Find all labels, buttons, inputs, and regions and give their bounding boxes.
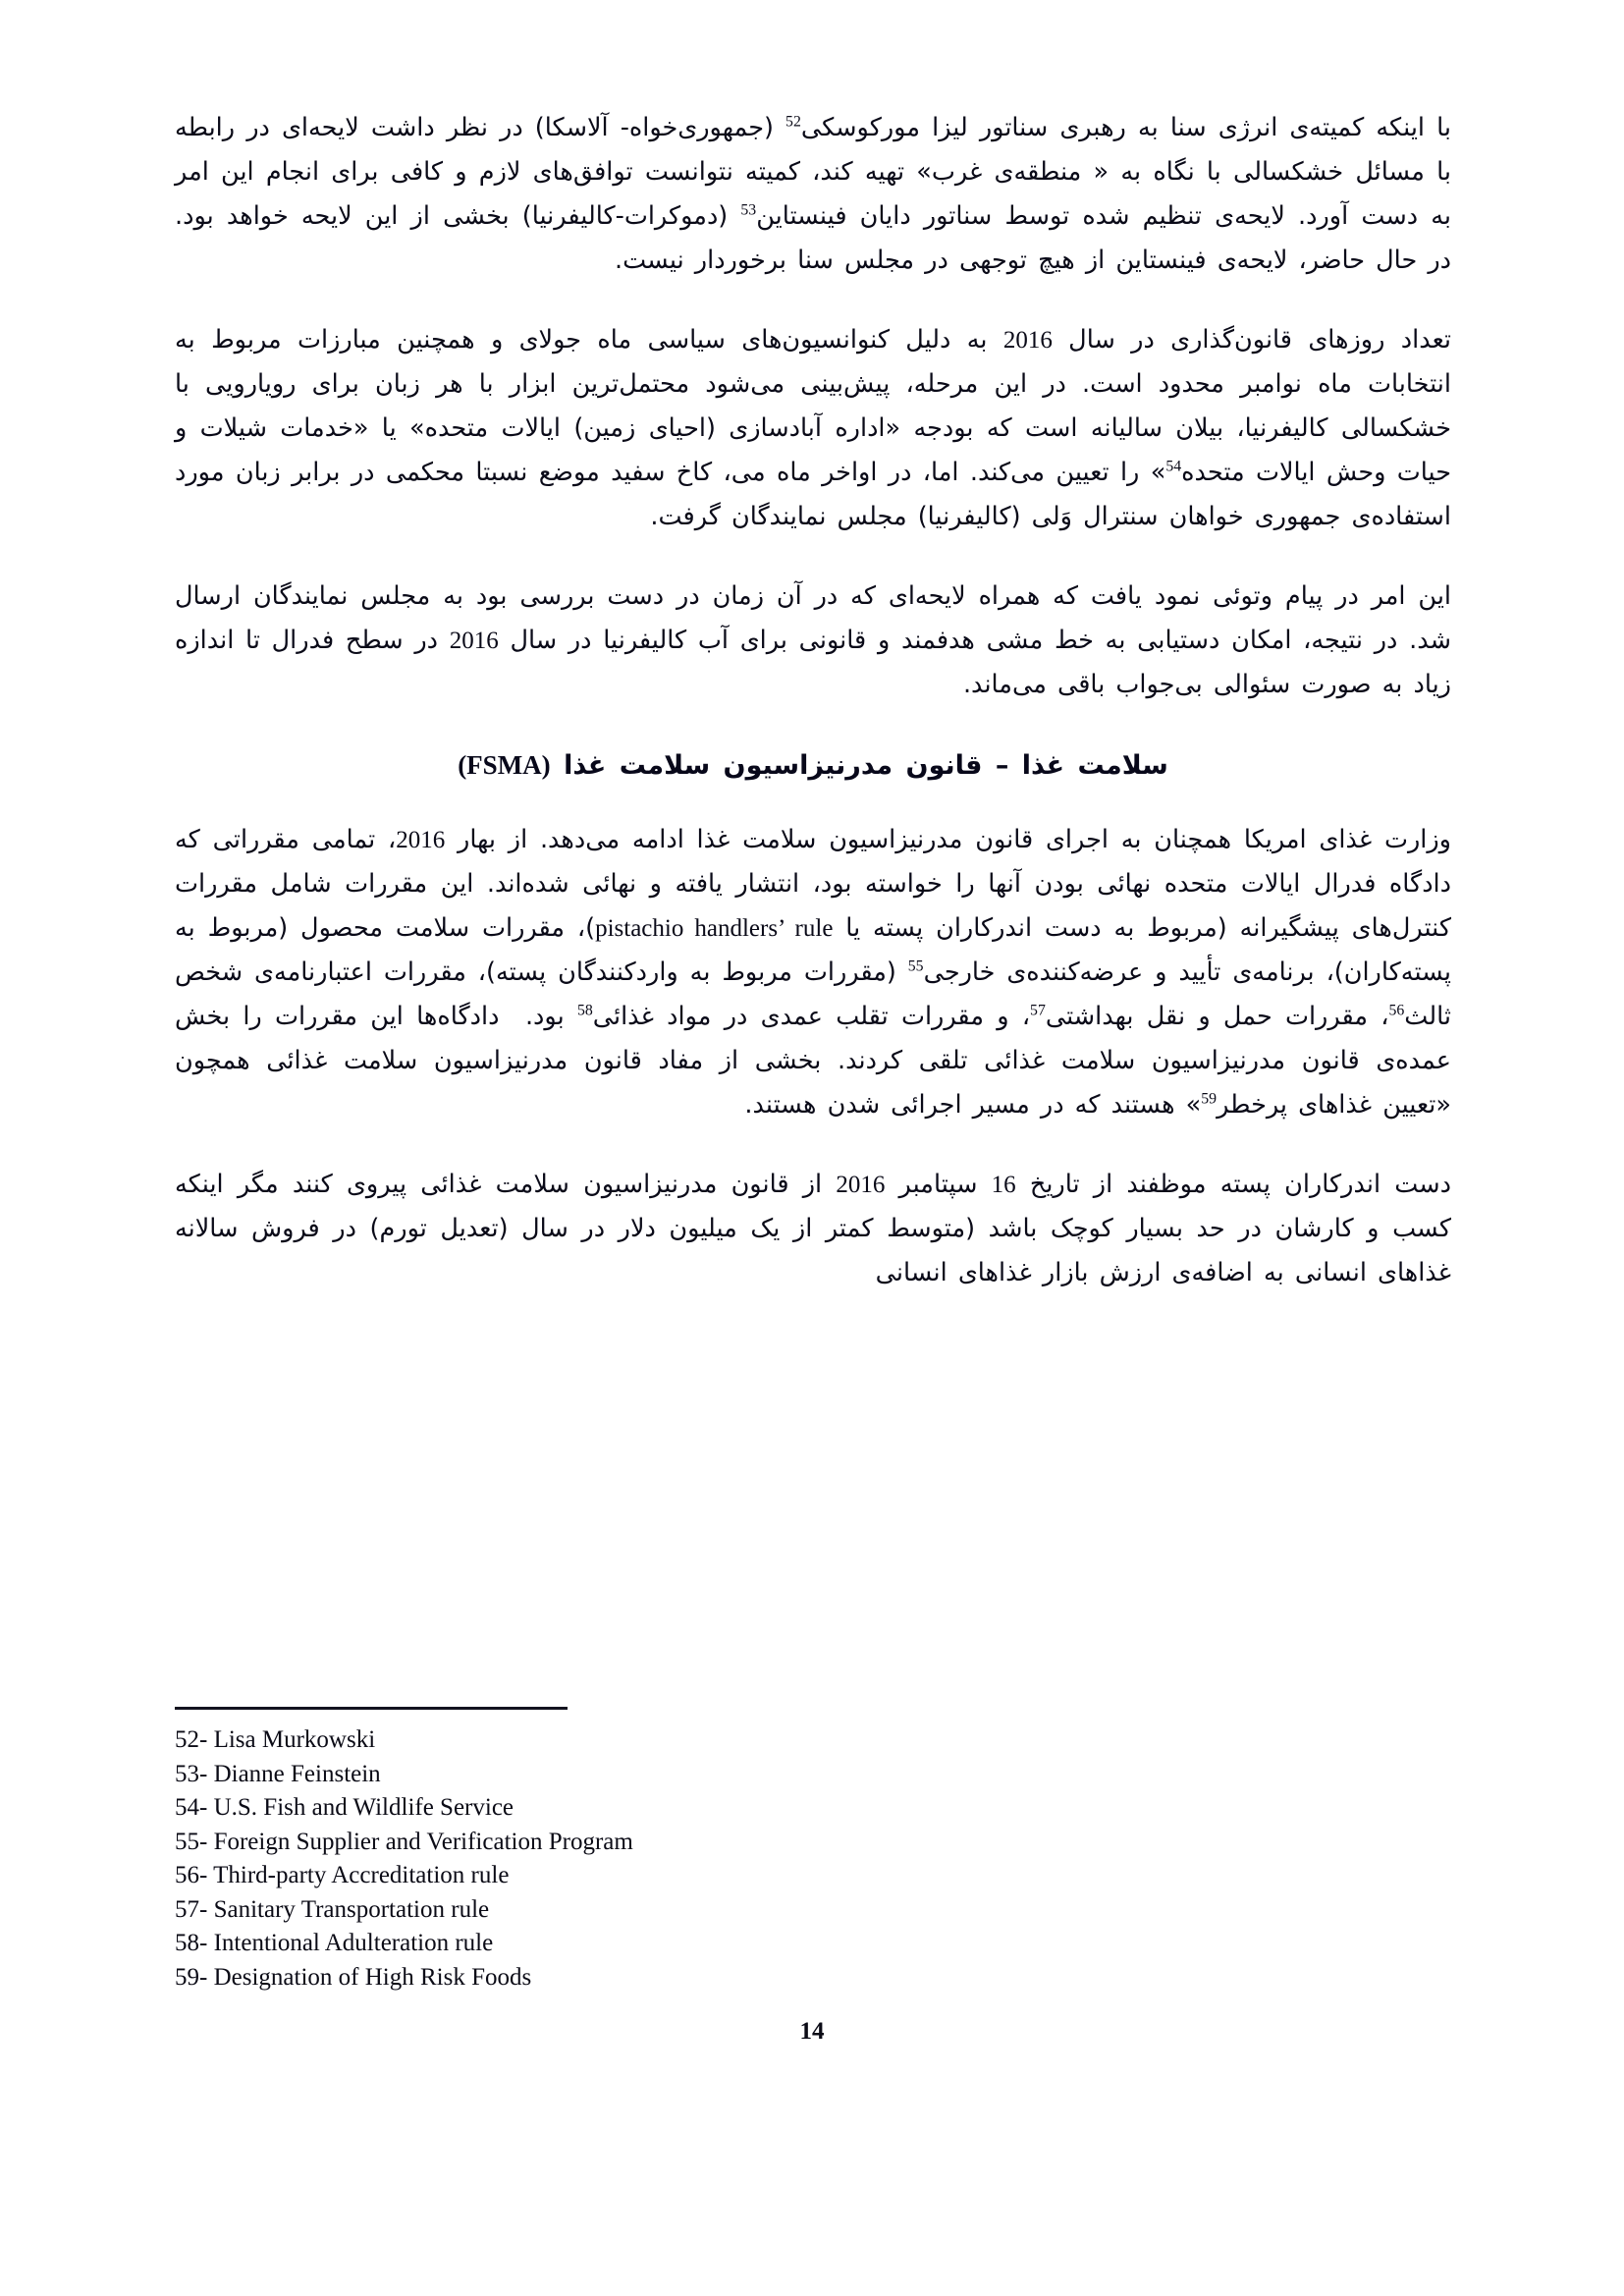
pistachio-handlers-rule-term: pistachio handlers’ rule — [595, 915, 834, 942]
paragraph-4-part-e: ، و مقررات تقلب عمدی در مواد غذائی — [592, 1002, 1031, 1031]
paragraph-2-part-b: » را تعیین می‌کند. اما، در اواخر ماه می، کاخ سفید موضع نسبتا محکمی در برابر زبان مورد استفاده‌ی جمهوری خواهان سنترال وَلی (کالیفرنیا) مجلس نمایندگان گرفت. — [175, 458, 1451, 531]
paragraph-2 — [175, 318, 1451, 539]
section-heading-abbr: (FSMA) — [458, 750, 551, 780]
footnote-ref-52: 52 — [785, 113, 801, 131]
footnotes-section — [175, 1707, 1451, 1995]
paragraph-5 — [175, 1163, 1451, 1295]
footnote-text: Sanitary Transportation rule — [213, 1895, 490, 1923]
footnote-ref-56: 56 — [1388, 1002, 1405, 1019]
paragraph-5-text: دست اندرکاران پسته موظفند از تاریخ 16 سپتامبر 2016 از قانون مدرنیزاسیون سلامت غذائی پیروی کنند مگر اینکه کسب و کارشان در حد بسیار کوچک باشد (متوسط کمتر از یک میلیون دلار در سال (تعدیل تورم) در فروش سالانه غذاهای انسانی به اضافه‌ی ارزش بازار غذاهای انسانی — [175, 1170, 1451, 1287]
paragraph-4-part-a: وزارت غذای امریکا همچنان به اجرای قانون مدرنیزاسیون سلامت غذا ادامه می‌دهد. از بهار 2016، تمامی مقرراتی که دادگاه فدرال ایالات متحده نهائی بودن آنها را خواسته بود، انتشار یافته و نهائی شده‌اند. این مقررات شامل مقررات کنترل‌های پیشگیرانه (مربوط به دست اندرکاران پسته یا — [175, 825, 1451, 943]
paragraph-4-part-d: ، مقررات حمل و نقل بهداشتی — [1045, 1002, 1389, 1031]
paragraph-1-part-b: (جمهوری‌خواه- آلاسکا) در نظر داشت لایحه‌ای در رابطه با مسائل خشکسالی با نگاه به « منطقه‌ی غرب» تهیه کند، کمیته نتوانست توافق‌های لازم و کافی برای انجام این امر به دست آورد. لایحه‌ی تنظیم شده توسط سناتور دایان فینستاین — [175, 113, 1452, 231]
footnote-item — [175, 1723, 1451, 1758]
paragraph-4-part-c: (مقررات مربوط به واردکنندگان پسته)، مقررات اعتبارنامه‌ی شخص ثالث — [175, 957, 1451, 1031]
footnote-number: 59- — [175, 1963, 208, 1991]
footnote-text: Dianne Feinstein — [213, 1760, 381, 1787]
footnote-text: Designation of High Risk Foods — [213, 1963, 532, 1991]
footnote-item — [175, 1791, 1451, 1826]
paragraph-1 — [175, 106, 1451, 283]
footnote-item — [175, 1826, 1451, 1860]
footnote-item — [175, 1893, 1451, 1928]
footnote-list — [175, 1723, 1451, 1995]
section-heading-persian: سلامت غذا – قانون مدرنیزاسیون سلامت غذا — [564, 750, 1168, 781]
section-heading — [175, 742, 1451, 789]
footnote-item — [175, 1927, 1451, 1961]
paragraph-1-part-a: با اینکه کمیته‌ی انرژی سنا به رهبری سناتور لیزا مورکوسکی — [800, 113, 1451, 142]
footnote-number: 53- — [175, 1760, 208, 1787]
paragraph-4 — [175, 818, 1451, 1127]
footnote-text: Lisa Murkowski — [213, 1726, 376, 1753]
paragraph-4-part-b: )، مقررات سلامت محصول (مربوط به پسته‌کاران)، برنامه‌ی تأیید و عرضه‌کننده‌ی خارجی — [175, 913, 1451, 987]
footnote-number: 56- — [175, 1862, 208, 1888]
footnote-ref-54: 54 — [1165, 458, 1182, 475]
paragraph-3 — [175, 574, 1451, 707]
footnote-text: U.S. Fish and Wildlife Service — [213, 1794, 514, 1821]
footnote-number: 55- — [175, 1828, 208, 1855]
footnote-text: Third-party Accreditation rule — [213, 1862, 510, 1888]
paragraph-4-part-g: » هستند که در مسیر اجرائی شدن هستند. — [744, 1090, 1202, 1120]
footnote-text: Intentional Adulteration rule — [213, 1930, 494, 1956]
footnote-number: 54- — [175, 1794, 208, 1821]
footnote-number: 58- — [175, 1930, 208, 1956]
footnote-ref-55: 55 — [907, 957, 924, 975]
paragraph-3-text: این امر در پیام وتوئی نمود یافت که همراه لایحه‌ای که در آن زمان در دست بررسی بود به مجلس نمایندگان ارسال شد. در نتیجه، امکان دستیابی به خط مشی هدفمند و قانونی برای آب کالیفرنیا در سال 2016 در سطح فدرال تا اندازه زیاد به صورت سئوالی بی‌جواب باقی می‌ماند. — [175, 581, 1451, 699]
footnote-number: 52- — [175, 1726, 208, 1753]
footnote-separator-rule — [175, 1707, 568, 1710]
footnote-number: 57- — [175, 1895, 208, 1923]
paragraph-2-part-a: تعداد روزهای قانون‌گذاری در سال 2016 به دلیل کنوانسیون‌های سیاسی ماه جولای و همچنین مبارزات مربوط به انتخابات ماه نوامبر محدود است. در این مرحله، پیش‌بینی می‌شود محتمل‌ترین ابزار با هر زبان برای رویارویی با خشکسالی کالیفرنیا، بیلان سالیانه است که بودجه «اداره آبادسازی (احیای زمین) ایالات متحده» یا «خدمات شیلات و حیات وحش ایالات متحده — [175, 325, 1452, 487]
paragraph-4-part-f: بود. دادگاه‌ها این مقررات را بخش عمده‌ی قانون مدرنیزاسیون سلامت غذائی تلقی کردند. بخشی از مفاد قانون مدرنیزاسیون سلامت غذائی همچون «تعیین غذاهای پرخطر — [175, 1002, 1451, 1120]
footnote-item — [175, 1758, 1451, 1792]
page-content — [175, 106, 1451, 1295]
footnote-ref-58: 58 — [576, 1002, 593, 1019]
footnote-item — [175, 1961, 1451, 1995]
footnote-ref-59: 59 — [1201, 1090, 1218, 1108]
paragraph-1-part-c: (دموکرات-کالیفرنیا) بخشی از این لایحه خواهد بود. در حال حاضر، لایحه‌ی فینستاین از هیچ توجهی در مجلس سنا برخوردار نیست. — [175, 201, 1451, 275]
footnote-ref-53: 53 — [740, 201, 757, 219]
footnote-ref-57: 57 — [1030, 1002, 1046, 1019]
page-number: 14 — [799, 2018, 825, 2045]
footnote-item — [175, 1859, 1451, 1893]
footnote-text: Foreign Supplier and Verification Program — [213, 1828, 633, 1855]
